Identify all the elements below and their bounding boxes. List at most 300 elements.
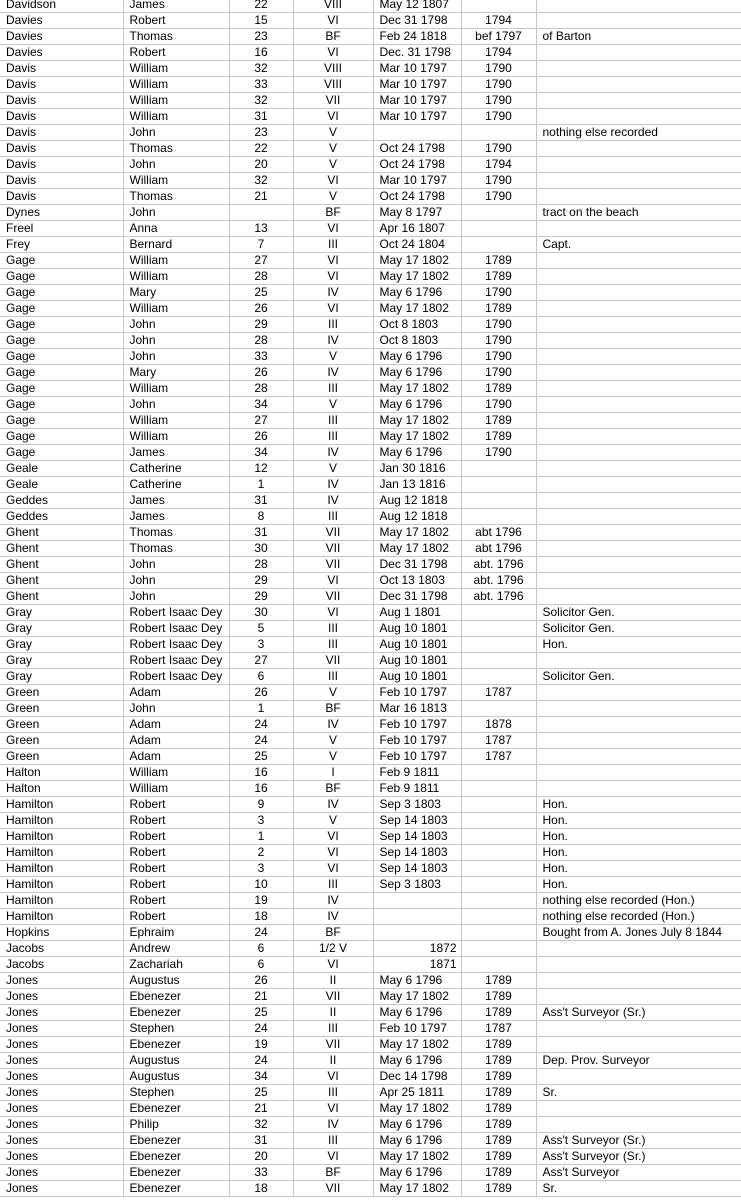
concession-cell: III [293,1085,373,1101]
date-cell [373,125,461,141]
lot-cell: 32 [229,1117,293,1133]
year-cell [461,669,536,685]
year-cell: 1794 [461,157,536,173]
given-name-cell: John [123,573,229,589]
table-row [0,301,741,317]
concession-cell: III [293,317,373,333]
lot-cell: 24 [229,1053,293,1069]
date-cell: May 6 1796 [373,397,461,413]
year-cell: 1789 [461,429,536,445]
lot-cell: 31 [229,109,293,125]
given-name-cell: Augustus [123,1053,229,1069]
lot-cell: 25 [229,285,293,301]
surname-cell: Jones [0,1005,123,1021]
table-row [0,269,741,285]
surname-cell: Halton [0,781,123,797]
year-cell: abt. 1796 [461,557,536,573]
lot-cell: 9 [229,797,293,813]
concession-cell: VII [293,989,373,1005]
date-cell: May 17 1802 [373,989,461,1005]
given-name-cell: John [123,125,229,141]
notes-cell: Ass't Surveyor (Sr.) [536,1133,741,1149]
date-cell: May 6 1796 [373,973,461,989]
lot-cell: 26 [229,301,293,317]
lot-cell: 6 [229,941,293,957]
lot-cell: 23 [229,125,293,141]
date-cell: May 6 1796 [373,365,461,381]
surname-cell: Hamilton [0,909,123,925]
table-row [0,285,741,301]
lot-cell: 24 [229,717,293,733]
surname-cell: Ghent [0,557,123,573]
concession-cell: VI [293,1101,373,1117]
given-name-cell: Catherine [123,477,229,493]
date-cell: May 17 1802 [373,301,461,317]
surname-cell: Jones [0,1181,123,1197]
table-row [0,1005,741,1021]
notes-cell: Hon. [536,813,741,829]
table-row [0,173,741,189]
given-name-cell: Ebenezer [123,989,229,1005]
year-cell [461,221,536,237]
table-row [0,973,741,989]
date-cell: Sep 14 1803 [373,829,461,845]
notes-cell [536,141,741,157]
notes-cell [536,765,741,781]
table-row [0,893,741,909]
notes-cell [536,749,741,765]
given-name-cell: Adam [123,685,229,701]
concession-cell: III [293,637,373,653]
given-name-cell: Robert [123,797,229,813]
given-name-cell: Robert [123,909,229,925]
lot-cell: 31 [229,525,293,541]
surname-cell: Gage [0,429,123,445]
concession-cell: II [293,1005,373,1021]
concession-cell: VI [293,253,373,269]
notes-cell [536,557,741,573]
given-name-cell: John [123,349,229,365]
year-cell [461,877,536,893]
date-cell: May 17 1802 [373,429,461,445]
year-cell: 1790 [461,317,536,333]
notes-cell [536,93,741,109]
year-cell: 1790 [461,173,536,189]
concession-cell: V [293,813,373,829]
date-cell: May 17 1802 [373,269,461,285]
lot-cell: 7 [229,237,293,253]
year-cell: 1789 [461,413,536,429]
concession-cell: VI [293,957,373,973]
concession-cell: IV [293,477,373,493]
surname-cell: Ghent [0,589,123,605]
concession-cell: VI [293,1149,373,1165]
date-cell: Mar 10 1797 [373,77,461,93]
lot-cell: 2 [229,845,293,861]
notes-cell: tract on the beach [536,205,741,221]
notes-cell [536,1101,741,1117]
notes-cell: Solicitor Gen. [536,621,741,637]
concession-cell: VI [293,13,373,29]
date-cell: Aug 12 1818 [373,493,461,509]
date-cell: Aug 10 1801 [373,621,461,637]
table-row [0,541,741,557]
date-cell [373,909,461,925]
table-row [0,61,741,77]
concession-cell: IV [293,365,373,381]
notes-cell [536,285,741,301]
table-row [0,365,741,381]
notes-cell: nothing else recorded (Hon.) [536,893,741,909]
concession-cell: BF [293,925,373,941]
notes-cell [536,781,741,797]
year-cell: abt. 1796 [461,589,536,605]
given-name-cell: William [123,301,229,317]
concession-cell: V [293,733,373,749]
year-cell: 1787 [461,749,536,765]
surname-cell: Hamilton [0,877,123,893]
year-cell: 1790 [461,397,536,413]
date-cell: Oct 24 1798 [373,189,461,205]
date-cell: Oct 13 1803 [373,573,461,589]
surname-cell: Hamilton [0,861,123,877]
surname-cell: Geddes [0,509,123,525]
given-name-cell: Robert Isaac Dey [123,621,229,637]
given-name-cell: Robert [123,861,229,877]
given-name-cell: John [123,557,229,573]
year-cell: 1789 [461,1037,536,1053]
date-cell: May 6 1796 [373,1117,461,1133]
surname-cell: Jacobs [0,957,123,973]
date-cell: May 6 1796 [373,1053,461,1069]
notes-cell: of Barton [536,29,741,45]
given-name-cell: Robert [123,45,229,61]
date-cell: May 17 1802 [373,1101,461,1117]
surname-cell: Jones [0,989,123,1005]
notes-cell [536,733,741,749]
lot-cell: 3 [229,813,293,829]
concession-cell: III [293,669,373,685]
table-row [0,493,741,509]
surname-cell: Jones [0,1069,123,1085]
notes-cell [536,1037,741,1053]
surname-cell: Gage [0,333,123,349]
date-cell: Mar 10 1797 [373,93,461,109]
table-row [0,0,741,13]
year-cell [461,0,536,13]
year-cell [461,925,536,941]
notes-cell: Hon. [536,797,741,813]
lot-cell: 28 [229,333,293,349]
surname-cell: Gray [0,605,123,621]
notes-cell [536,1069,741,1085]
table-row [0,653,741,669]
surname-cell: Davis [0,189,123,205]
date-cell: May 6 1796 [373,349,461,365]
date-cell: May 6 1796 [373,285,461,301]
table-row [0,957,741,973]
surname-cell: Jones [0,1053,123,1069]
given-name-cell: Augustus [123,973,229,989]
surname-cell: Davis [0,61,123,77]
date-cell: May 17 1802 [373,253,461,269]
date-cell: Feb 9 1811 [373,765,461,781]
year-cell [461,477,536,493]
lot-cell: 28 [229,557,293,573]
lot-cell: 33 [229,349,293,365]
concession-cell: III [293,381,373,397]
year-cell: 1790 [461,333,536,349]
given-name-cell: William [123,381,229,397]
notes-cell [536,77,741,93]
concession-cell: V [293,157,373,173]
table-row [0,1101,741,1117]
date-cell: Feb 10 1797 [373,717,461,733]
date-cell: Jan 13 1816 [373,477,461,493]
notes-cell [536,173,741,189]
table-row [0,669,741,685]
lot-cell: 34 [229,1069,293,1085]
year-cell: 1790 [461,349,536,365]
table-row [0,605,741,621]
notes-cell [536,221,741,237]
concession-cell: VI [293,1069,373,1085]
lot-cell: 20 [229,1149,293,1165]
concession-cell: IV [293,893,373,909]
year-cell: 1789 [461,1005,536,1021]
year-cell [461,605,536,621]
concession-cell: I [293,765,373,781]
concession-cell: III [293,621,373,637]
lot-cell: 30 [229,605,293,621]
lot-cell: 29 [229,573,293,589]
given-name-cell: Anna [123,221,229,237]
concession-cell: V [293,189,373,205]
year-cell: 1787 [461,733,536,749]
surname-cell: Gage [0,301,123,317]
notes-cell [536,509,741,525]
surname-cell: Gage [0,349,123,365]
notes-cell [536,525,741,541]
year-cell: bef 1797 [461,29,536,45]
year-cell: 1789 [461,1133,536,1149]
year-cell: 1789 [461,989,536,1005]
date-cell: Mar 10 1797 [373,109,461,125]
date-cell: May 17 1802 [373,525,461,541]
table-row [0,253,741,269]
given-name-cell: John [123,333,229,349]
surname-cell: Jones [0,973,123,989]
year-cell [461,765,536,781]
date-cell: May 17 1802 [373,541,461,557]
notes-cell: Sr. [536,1181,741,1197]
table-row [0,717,741,733]
given-name-cell: Andrew [123,941,229,957]
given-name-cell: James [123,493,229,509]
table-row [0,1021,741,1037]
year-cell: 1789 [461,381,536,397]
lot-cell: 16 [229,765,293,781]
given-name-cell: John [123,397,229,413]
table-row [0,1037,741,1053]
lot-cell: 28 [229,381,293,397]
surname-cell: Dynes [0,205,123,221]
given-name-cell: William [123,429,229,445]
lot-cell: 1 [229,701,293,717]
date-cell: Sep 14 1803 [373,861,461,877]
date-cell: Mar 16 1813 [373,701,461,717]
table-row [0,749,741,765]
lot-cell: 24 [229,1021,293,1037]
surname-cell: Jones [0,1021,123,1037]
year-cell [461,621,536,637]
notes-cell [536,973,741,989]
table-row [0,621,741,637]
table-row [0,413,741,429]
notes-cell [536,397,741,413]
given-name-cell: Adam [123,717,229,733]
year-cell [461,237,536,253]
year-cell [461,845,536,861]
given-name-cell: John [123,701,229,717]
concession-cell: VI [293,45,373,61]
given-name-cell: William [123,61,229,77]
table-row [0,525,741,541]
table-row [0,77,741,93]
concession-cell: VII [293,1037,373,1053]
concession-cell: V [293,141,373,157]
concession-cell: IV [293,493,373,509]
table-row [0,989,741,1005]
year-cell [461,797,536,813]
given-name-cell: Robert [123,877,229,893]
year-cell [461,893,536,909]
lot-cell: 26 [229,685,293,701]
table-row [0,317,741,333]
year-cell: abt 1796 [461,541,536,557]
table-row [0,1133,741,1149]
year-cell [461,637,536,653]
given-name-cell: Ebenezer [123,1037,229,1053]
table-row [0,429,741,445]
table-row [0,813,741,829]
concession-cell: V [293,461,373,477]
surname-cell: Green [0,701,123,717]
lot-cell: 12 [229,461,293,477]
given-name-cell: Thomas [123,189,229,205]
notes-cell [536,573,741,589]
concession-cell: IV [293,285,373,301]
date-cell: May 17 1802 [373,413,461,429]
surname-cell: Gage [0,317,123,333]
table-row [0,333,741,349]
given-name-cell: William [123,765,229,781]
surname-cell: Gray [0,621,123,637]
year-cell: 1790 [461,285,536,301]
concession-cell: IV [293,333,373,349]
year-cell: 1790 [461,61,536,77]
date-cell: Dec 31 1798 [373,557,461,573]
lot-cell: 27 [229,413,293,429]
surname-cell: Gage [0,365,123,381]
concession-cell: IV [293,717,373,733]
surname-cell: Gage [0,413,123,429]
concession-cell: V [293,397,373,413]
surname-cell: Davis [0,109,123,125]
year-cell: 1790 [461,93,536,109]
surname-cell: Ghent [0,541,123,557]
concession-cell: V [293,125,373,141]
lot-cell: 1 [229,829,293,845]
concession-cell: VII [293,557,373,573]
year-cell [461,909,536,925]
year-cell: 1787 [461,1021,536,1037]
lot-cell: 19 [229,893,293,909]
notes-cell: Ass't Surveyor (Sr.) [536,1149,741,1165]
concession-cell: VI [293,301,373,317]
given-name-cell: Robert [123,13,229,29]
table-row [0,829,741,845]
notes-cell: Hon. [536,845,741,861]
concession-cell: VI [293,829,373,845]
given-name-cell: Bernard [123,237,229,253]
year-cell: 1789 [461,1117,536,1133]
table-row [0,861,741,877]
year-cell: 1794 [461,45,536,61]
table-row [0,477,741,493]
given-name-cell: Mary [123,365,229,381]
date-cell: Feb 10 1797 [373,749,461,765]
lot-cell: 3 [229,637,293,653]
notes-cell: Ass't Surveyor (Sr.) [536,1005,741,1021]
notes-cell: Hon. [536,829,741,845]
surname-cell: Davis [0,173,123,189]
table-row [0,157,741,173]
date-cell: Sep 3 1803 [373,877,461,893]
concession-cell: V [293,749,373,765]
surname-cell: Hamilton [0,829,123,845]
table-row [0,93,741,109]
given-name-cell: Robert [123,813,229,829]
year-cell: 1790 [461,77,536,93]
table-row [0,509,741,525]
given-name-cell: William [123,77,229,93]
concession-cell: BF [293,1165,373,1181]
lot-cell: 27 [229,653,293,669]
concession-cell: III [293,1021,373,1037]
year-cell [461,957,536,973]
surname-cell: Davis [0,125,123,141]
table-row [0,557,741,573]
surname-cell: Hamilton [0,797,123,813]
notes-cell [536,653,741,669]
table-row [0,1085,741,1101]
surname-cell: Jones [0,1165,123,1181]
lot-cell: 5 [229,621,293,637]
concession-cell: VI [293,861,373,877]
year-cell [461,829,536,845]
year-cell: 1789 [461,1101,536,1117]
year-cell: abt 1796 [461,525,536,541]
concession-cell: VI [293,109,373,125]
given-name-cell: John [123,205,229,221]
date-cell: May 17 1802 [373,381,461,397]
given-name-cell: Ebenezer [123,1005,229,1021]
notes-cell [536,717,741,733]
given-name-cell: Ebenezer [123,1101,229,1117]
given-name-cell: James [123,509,229,525]
year-cell: 1789 [461,253,536,269]
